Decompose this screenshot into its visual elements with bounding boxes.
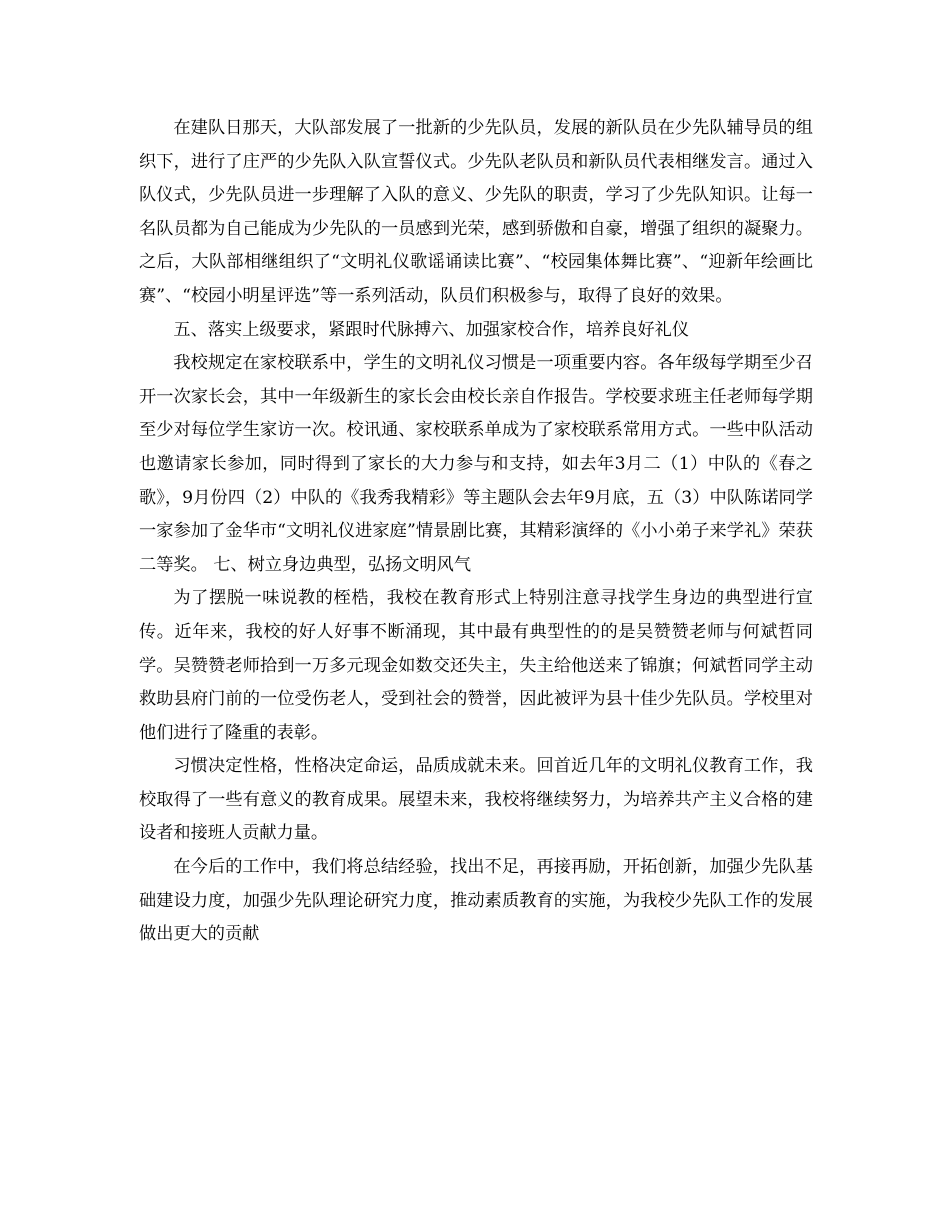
paragraph-heading-five-six: 五、落实上级要求，紧跟时代脉搏六、加强家校合作，培养良好礼仪	[173, 319, 690, 340]
paragraph-team-founding-day: 在建队日那天，大队部发展了一批新的少先队员，发展的新队员在少先队辅导员的组织下，进行了庄严的少先队入队宣誓仪式。少先队老队员和新队员代表相继发言。通过入队仪式，少先队员进一步理解了入队的意义、少先队的职责，学习了少先队知识。让每一名队员都为自己能成为少先队的一员感到光荣，感到骄傲和自豪，增强了组织的凝聚力。之后，大队部相继组织了“文明礼仪歌谣诵读比赛”、“校园集体舞比赛”、“迎新年绘画比赛”、“校园小明星评选”等一系列活动，队员们积极参与，取得了良好的效果。	[139, 118, 813, 306]
paragraph-home-school-contact: 我校规定在家校联系中，学生的文明礼仪习惯是一项重要内容。各年级每学期至少召开一次家长会，其中一年级新生的家长会由校长亲自作报告。学校要求班主任老师每学期至少对每位学生家访一次。校讯通、家校联系单成为了家校联系常用方式。一些中队活动也邀请家长参加，同时得到了家长的大力参与和支持，如去年3月二（1）中队的《春之歌》，9月份四（2）中队的《我秀我精彩》等主题队会去年9月底，五（3）中队陈诺同学一家参加了金华市“文明礼仪进家庭”情景剧比赛，其精彩演绎的《小小弟子来学礼》荣获二等奖。 七、树立身边典型，弘扬文明风气	[139, 353, 813, 575]
paragraph-habits-character: 习惯决定性格，性格决定命运，品质成就未来。回首近几年的文明礼仪教育工作，我校取得了一些有意义的教育成果。展望未来，我校将继续努力，为培养共产主义合格的建设者和接班人贡献力量。	[139, 756, 813, 844]
document-body	[139, 112, 813, 952]
paragraph-future-work: 在今后的工作中，我们将总结经验，找出不足，再接再励，开拓创新，加强少先队基础建设力度，加强少先队理论研究力度，推动素质教育的实施，为我校少先队工作的发展做出更大的贡献	[139, 857, 813, 945]
paragraph-role-models: 为了摆脱一味说教的桎梏，我校在教育形式上特别注意寻找学生身边的典型进行宣传。近年来，我校的好人好事不断涌现，其中最有典型性的的是吴赞赞老师与何斌哲同学。吴赞赞老师拾到一万多元现金如数交还失主，失主给他送来了锦旗；何斌哲同学主动救助县府门前的一位受伤老人，受到社会的赞誉，因此被评为县十佳少先队员。学校里对他们进行了隆重的表彰。	[139, 588, 813, 743]
